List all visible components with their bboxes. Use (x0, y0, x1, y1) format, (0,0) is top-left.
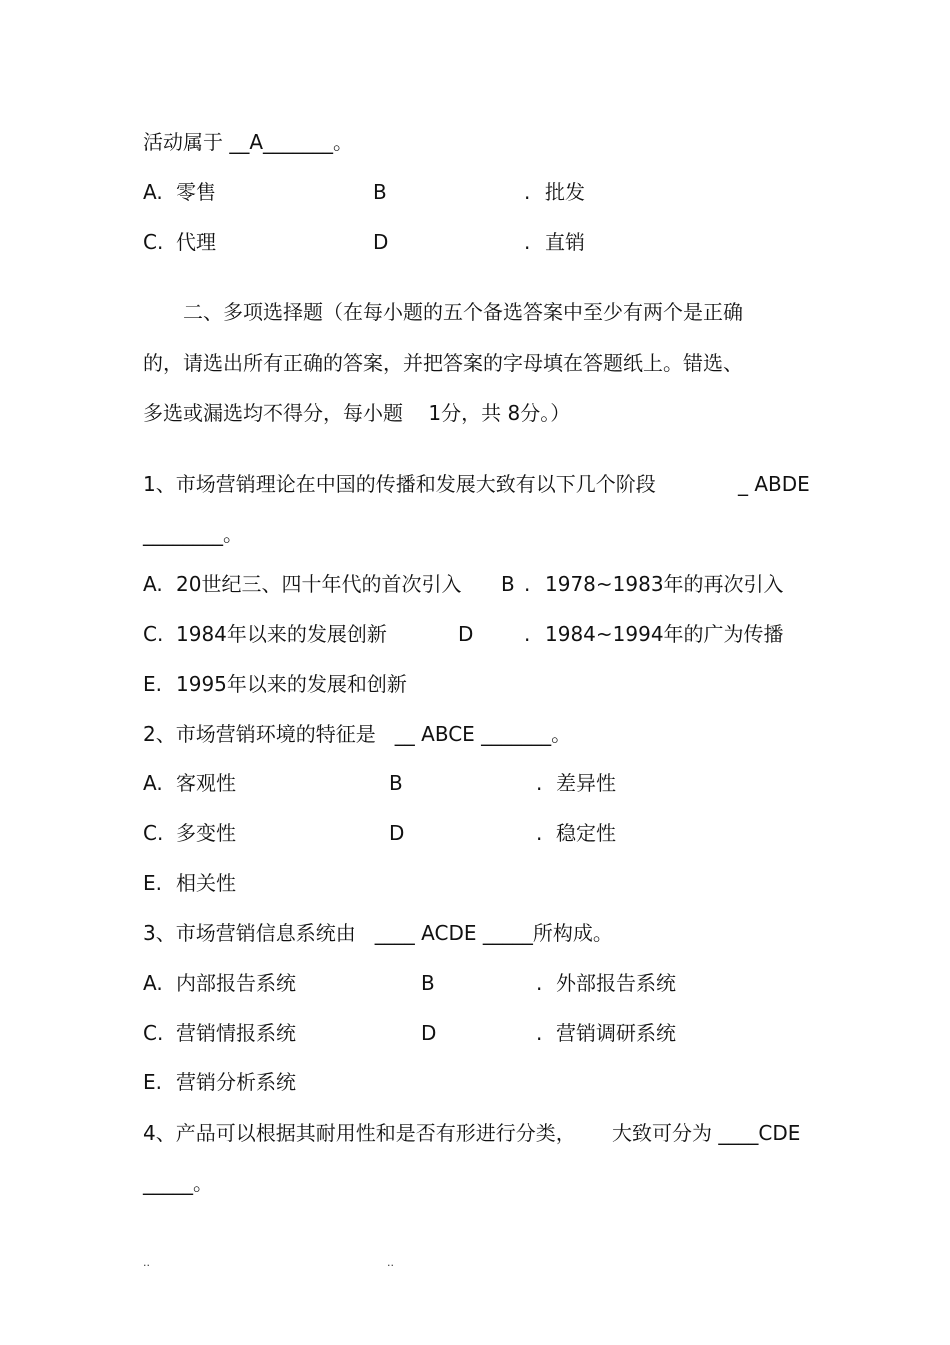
option-letter-a: A. (143, 180, 163, 204)
option-text-a: 20世纪三、四十年代的首次引入 (176, 572, 462, 596)
option-text-a: 内部报告系统 (176, 971, 296, 995)
option-dot-b: . (524, 572, 531, 596)
question-4-stem: 4、产品可以根据其耐用性和是否有形进行分类， (143, 1121, 576, 1145)
question-2-stem: 2、市场营销环境的特征是 __ ABCE _______。 (143, 722, 572, 746)
option-dot-d: . (536, 821, 543, 845)
option-letter-e: E. (143, 672, 162, 696)
option-text-d: 稳定性 (556, 821, 616, 845)
option-text-d: 营销调研系统 (556, 1021, 676, 1045)
option-letter-b: B (373, 180, 387, 204)
option-text-a: 零售 (176, 180, 216, 204)
option-letter-e: E. (143, 871, 162, 895)
option-text-e: 1995年以来的发展和创新 (176, 672, 407, 696)
option-letter-c: C. (143, 1021, 164, 1045)
footer-mark-right: .. (387, 1256, 394, 1269)
section-heading-line-2: 的，请选出所有正确的答案，并把答案的字母填在答题纸上。错选、 (143, 351, 743, 375)
option-letter-d: D (373, 230, 389, 254)
option-letter-c: C. (143, 230, 164, 254)
option-dot-d: . (524, 622, 531, 646)
intro-line: 活动属于 __A_______。 (143, 130, 354, 154)
option-text-d: 直销 (545, 230, 585, 254)
option-text-b: 差异性 (556, 771, 616, 795)
option-letter-a: A. (143, 771, 163, 795)
option-text-a: 客观性 (176, 771, 236, 795)
option-text-b: 批发 (545, 180, 585, 204)
option-text-c: 1984年以来的发展创新 (176, 622, 387, 646)
question-1-continuation: ________。 (143, 522, 243, 546)
option-letter-c: C. (143, 622, 164, 646)
option-letter-b: B (501, 572, 515, 596)
option-letter-c: C. (143, 821, 164, 845)
option-letter-d: D (458, 622, 474, 646)
option-letter-a: A. (143, 572, 163, 596)
question-3-stem: 3、市场营销信息系统由 ____ ACDE _____所构成。 (143, 921, 613, 945)
question-4-continuation: _____。 (143, 1171, 213, 1195)
question-4-answer: 大致可分为 ____CDE (612, 1121, 801, 1145)
option-text-b: 1978~1983年的再次引入 (545, 572, 784, 596)
option-text-c: 代理 (176, 230, 216, 254)
option-text-b: 外部报告系统 (556, 971, 676, 995)
option-text-e: 营销分析系统 (176, 1070, 296, 1094)
option-dot-b: . (524, 180, 531, 204)
option-text-d: 1984~1994年的广为传播 (545, 622, 784, 646)
option-text-e: 相关性 (176, 871, 236, 895)
option-text-c: 多变性 (176, 821, 236, 845)
section-heading-line-1: 二、多项选择题（在每小题的五个备选答案中至少有两个是正确 (183, 300, 743, 324)
question-1-answer: _ ABDE (738, 472, 810, 496)
option-letter-e: E. (143, 1070, 162, 1094)
question-1-stem: 1、市场营销理论在中国的传播和发展大致有以下几个阶段 (143, 472, 656, 496)
option-dot-b: . (536, 771, 543, 795)
option-letter-b: B (389, 771, 403, 795)
option-dot-d: . (524, 230, 531, 254)
option-letter-d: D (421, 1021, 437, 1045)
footer-mark-left: .. (143, 1256, 150, 1269)
option-text-c: 营销情报系统 (176, 1021, 296, 1045)
option-letter-a: A. (143, 971, 163, 995)
option-dot-d: . (536, 1021, 543, 1045)
option-letter-b: B (421, 971, 435, 995)
option-letter-d: D (389, 821, 405, 845)
option-dot-b: . (536, 971, 543, 995)
section-heading-line-3: 多选或漏选均不得分，每小题 1分，共 8分。） (143, 401, 571, 425)
